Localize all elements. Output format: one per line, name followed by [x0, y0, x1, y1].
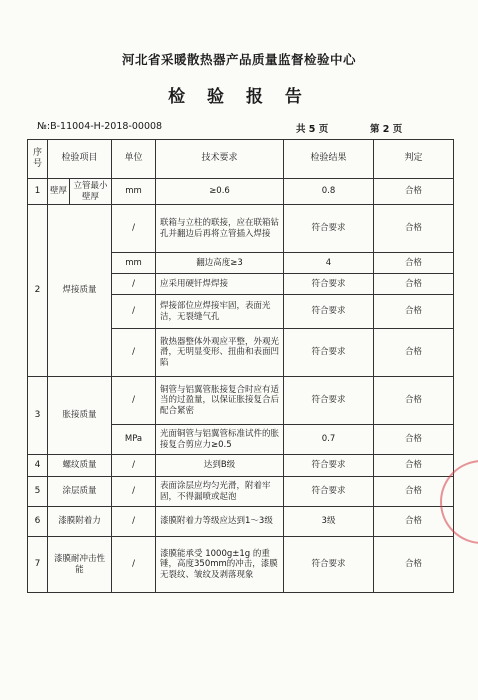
row-verdict: 合格: [374, 425, 454, 455]
table-row: [28, 205, 454, 253]
row-verdict: 合格: [374, 537, 454, 593]
row-verdict: 合格: [374, 179, 454, 205]
row-requirement: 铜管与铝翼管胀接复合时应有适当的过盈量，以保证胀接复合后配合紧密: [156, 377, 284, 425]
row-requirement: 表面涂层应均匀光滑，附着牢固，不得漏喷或起泡: [156, 477, 284, 507]
row-requirement: 达到B级: [156, 455, 284, 477]
row-item: 壁厚: [48, 179, 70, 205]
row-unit: mm: [112, 179, 156, 205]
table-row: [28, 455, 454, 477]
row-verdict: 合格: [374, 253, 454, 274]
table-row: [28, 377, 454, 425]
header-verdict: 判定: [374, 140, 454, 179]
row-no: 2: [28, 205, 48, 377]
row-no: 7: [28, 537, 48, 593]
row-requirement: 翻边高度≥3: [156, 253, 284, 274]
row-requirement: 焊接部位应焊接牢固，表面光洁，无裂缝气孔: [156, 295, 284, 329]
header-unit: 单位: [112, 140, 156, 179]
report-number: №:B-11004-H-2018-00008: [37, 121, 163, 132]
row-requirement: 光面铜管与铝翼管标准试件的胀接复合剪应力≥0.5: [156, 425, 284, 455]
row-unit: /: [112, 295, 156, 329]
row-unit: /: [112, 537, 156, 593]
row-item: 螺纹质量: [48, 455, 112, 477]
row-result: 符合要求: [284, 377, 374, 425]
row-item: 胀接质量: [48, 377, 112, 455]
header-requirement: 技术要求: [156, 140, 284, 179]
row-verdict: 合格: [374, 507, 454, 537]
header-result: 检验结果: [284, 140, 374, 179]
row-verdict: 合格: [374, 205, 454, 253]
row-result: 0.7: [284, 425, 374, 455]
row-unit: /: [112, 205, 156, 253]
header-no: 序号: [28, 140, 48, 179]
row-result: 符合要求: [284, 274, 374, 295]
row-unit: /: [112, 329, 156, 377]
total-pages: 共 5 页: [296, 124, 329, 135]
row-item: 涂层质量: [48, 477, 112, 507]
row-no: 4: [28, 455, 48, 477]
page-number: 第 2 页: [370, 124, 403, 135]
inspection-table: [27, 139, 454, 593]
row-result: 4: [284, 253, 374, 274]
row-item: 漆膜附着力: [48, 507, 112, 537]
table-header-row: [28, 140, 454, 179]
row-result: 0.8: [284, 179, 374, 205]
header-item: 检验项目: [48, 140, 112, 179]
row-item: 焊接质量: [48, 205, 112, 377]
row-requirement: 漆膜能承受 1000g±1g 的重锤，高度350mm的冲击，漆膜无裂纹、皱纹及剥落现象: [156, 537, 284, 593]
row-verdict: 合格: [374, 274, 454, 295]
row-unit: /: [112, 477, 156, 507]
report-title: 检 验 报 告: [168, 87, 310, 107]
row-result: 3级: [284, 507, 374, 537]
row-requirement: 漆膜附着力等级应达到1～3级: [156, 507, 284, 537]
row-requirement: ≥0.6: [156, 179, 284, 205]
row-item: 漆膜耐冲击性能: [48, 537, 112, 593]
org-name: 河北省采暖散热器产品质量监督检验中心: [121, 52, 356, 67]
row-verdict: 合格: [374, 477, 454, 507]
row-requirement: 应采用硬钎焊焊接: [156, 274, 284, 295]
row-verdict: 合格: [374, 329, 454, 377]
row-result: 符合要求: [284, 477, 374, 507]
row-verdict: 合格: [374, 295, 454, 329]
table-row: [28, 507, 454, 537]
row-requirement: 散热器整体外观应平整，外观光滑，无明显变形、扭曲和表面凹陷: [156, 329, 284, 377]
row-result: 符合要求: [284, 537, 374, 593]
row-result: 符合要求: [284, 455, 374, 477]
row-verdict: 合格: [374, 455, 454, 477]
row-no: 6: [28, 507, 48, 537]
row-no: 1: [28, 179, 48, 205]
row-no: 3: [28, 377, 48, 455]
row-result: 符合要求: [284, 295, 374, 329]
row-unit: MPa: [112, 425, 156, 455]
row-no: 5: [28, 477, 48, 507]
row-unit: /: [112, 507, 156, 537]
row-unit: /: [112, 455, 156, 477]
row-unit: /: [112, 377, 156, 425]
table-row: [28, 477, 454, 507]
row-result: 符合要求: [284, 329, 374, 377]
row-requirement: 联箱与立柱的联接，应在联箱钻孔并翻边后再将立管插入焊接: [156, 205, 284, 253]
table-row: [28, 537, 454, 593]
row-result: 符合要求: [284, 205, 374, 253]
row-unit: /: [112, 274, 156, 295]
row-verdict: 合格: [374, 377, 454, 425]
table-row: [28, 179, 454, 205]
row-unit: mm: [112, 253, 156, 274]
row-subitem: 立管最小壁厚: [70, 179, 112, 205]
